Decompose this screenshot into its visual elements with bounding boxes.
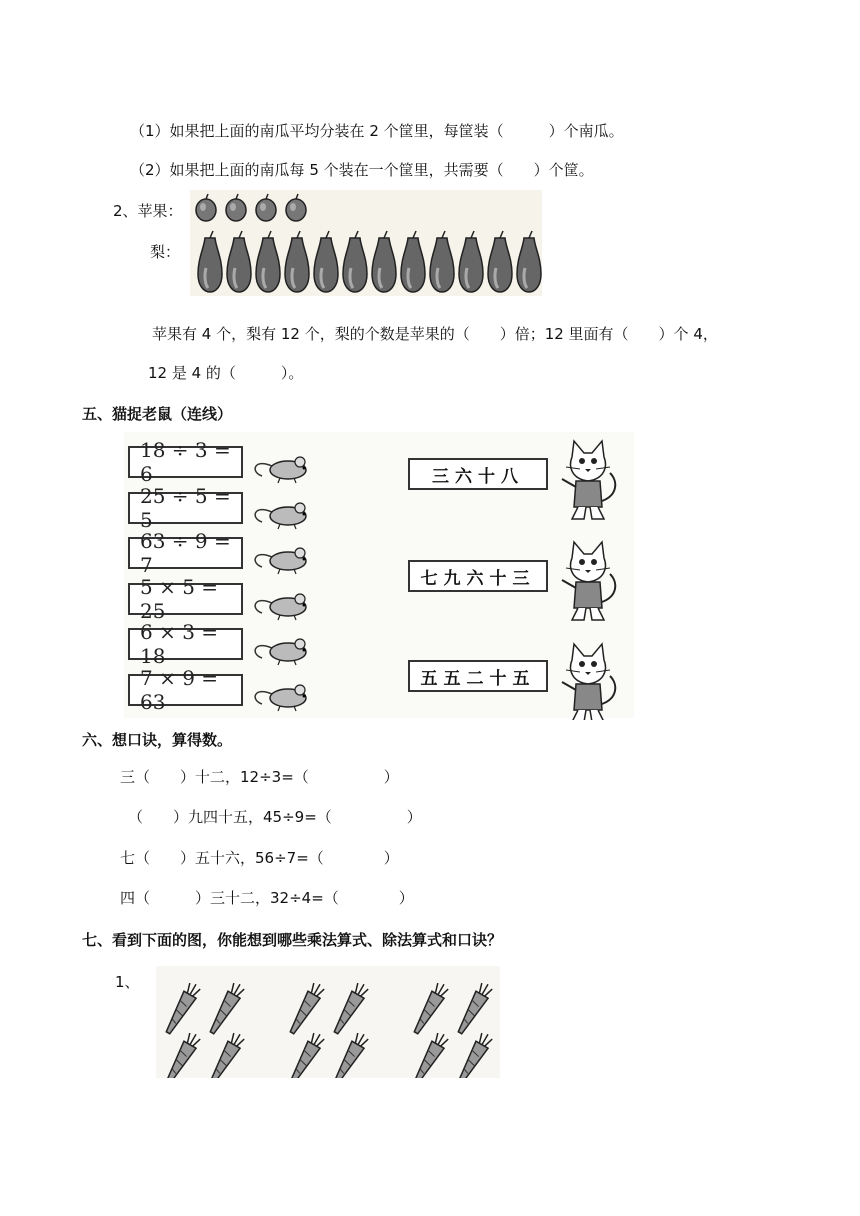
fruit-picture bbox=[190, 190, 542, 296]
section7-title: 七、看到下面的图，你能想到哪些乘法算式、除法算式和口诀？ bbox=[82, 931, 503, 949]
mouse-equation-6[interactable]: 7 × 9 = 63 bbox=[128, 674, 243, 706]
mouse-icon bbox=[255, 639, 306, 665]
section6-title: 六、想口诀，算得数。 bbox=[82, 731, 233, 749]
apple-label: 2、苹果： bbox=[113, 202, 183, 220]
mnemonic-line-3: 七（ ）五十六，56÷7=（ ） bbox=[120, 849, 399, 867]
mouse-equation-3[interactable]: 63 ÷ 9 = 7 bbox=[128, 537, 243, 569]
fruit-question-line2: 12 是 4 的（ ）。 bbox=[148, 364, 304, 382]
pumpkin-question-2: （2）如果把上面的南瓜每 5 个装在一个筐里，共需要（ ）个筐。 bbox=[130, 161, 594, 179]
mouse-icon bbox=[255, 685, 306, 711]
mnemonic-line-4: 四（ ）三十二，32÷4=（ ） bbox=[120, 889, 414, 907]
cat-icon bbox=[562, 542, 615, 620]
mouse-icon bbox=[255, 548, 306, 574]
carrot-picture bbox=[156, 966, 500, 1078]
mouse-equation-2[interactable]: 25 ÷ 5 = 5 bbox=[128, 492, 243, 524]
cat-verse-2[interactable]: 七九六十三 bbox=[408, 560, 548, 592]
mnemonic-line-2: （ ）九四十五，45÷9=（ ） bbox=[128, 808, 422, 826]
mouse-equation-4[interactable]: 5 × 5 = 25 bbox=[128, 583, 243, 615]
cat-icon bbox=[562, 644, 615, 720]
mouse-icon bbox=[255, 503, 306, 529]
cats-column bbox=[556, 430, 636, 720]
mnemonic-line-1: 三（ ）十二，12÷3=（ ） bbox=[120, 768, 399, 786]
mice-column bbox=[250, 440, 314, 720]
pear-label: 梨： bbox=[150, 243, 181, 261]
cat-verse-1[interactable]: 三六十八 bbox=[408, 458, 548, 490]
section7-item-label: 1、 bbox=[115, 973, 140, 991]
pumpkin-question-1: （1）如果把上面的南瓜平均分装在 2 个筐里，每筐装（ ）个南瓜。 bbox=[130, 122, 624, 140]
cat-icon bbox=[562, 441, 615, 519]
mouse-icon bbox=[255, 594, 306, 620]
fruit-question-line1: 苹果有 4 个，梨有 12 个，梨的个数是苹果的（ ）倍；12 里面有（ ）个 4， bbox=[152, 325, 718, 343]
section5-title: 五、猫捉老鼠（连线） bbox=[82, 405, 233, 423]
mouse-equation-5[interactable]: 6 × 3 = 18 bbox=[128, 628, 243, 660]
mouse-equation-1[interactable]: 18 ÷ 3 = 6 bbox=[128, 446, 243, 478]
mouse-icon bbox=[255, 457, 306, 483]
cat-verse-3[interactable]: 五五二十五 bbox=[408, 660, 548, 692]
